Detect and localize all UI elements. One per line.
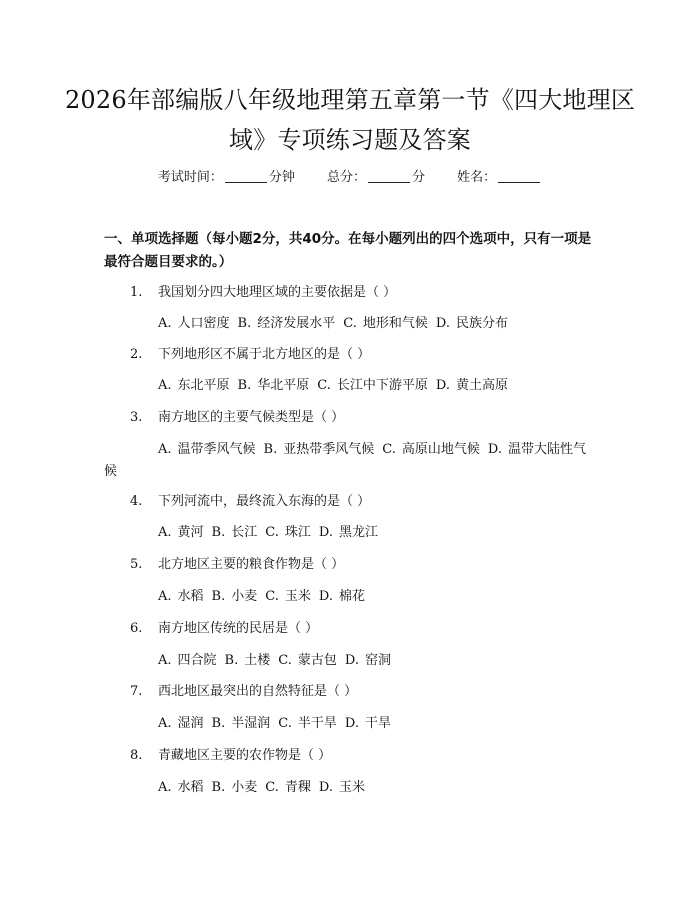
option-letter: D. [318,525,333,540]
total-score-field [327,168,425,188]
question-7 [104,681,624,703]
option-letter: C. [278,653,292,668]
option-text: 土楼 [244,653,271,668]
option-text: 珠江 [284,525,311,540]
option-letter: D. [344,716,359,731]
option-d [319,525,378,540]
section-heading: 一、单项选择题（每小题2分，共40分。在每小题列出的四个选项中，只有一项是最符合题目要求的。） [104,231,592,270]
option-letter: C. [317,378,331,393]
option-text: 半干旱 [297,716,337,731]
question-number: 1. [130,285,143,300]
option-b [238,316,336,331]
option-text: 干旱 [364,716,391,731]
option-b [225,653,271,668]
total-score-blank [368,168,410,183]
question-text: 青藏地区主要的农作物是（ ） [158,748,332,763]
option-letter: B. [237,316,252,331]
option-text: 华北平原 [257,378,310,393]
option-letter: A. [158,589,172,604]
option-letter: C. [265,780,279,795]
option-a [158,378,230,393]
exam-time-label: 考试时间： [157,170,223,185]
option-text: 长江中下游平原 [336,378,428,393]
question-5 [104,554,624,576]
option-letter: C. [265,589,279,604]
option-letter: A. [158,442,172,457]
option-text: 黄河 [177,525,204,540]
option-letter: D. [435,378,450,393]
question-number: 4. [130,494,143,509]
total-score-unit: 分 [412,170,426,185]
option-b [212,589,258,604]
option-d [319,780,365,795]
exam-time-blank [225,168,267,183]
question-7-options [104,713,604,735]
option-text: 黄土高原 [455,378,508,393]
option-text: 青稞 [284,780,311,795]
question-text: 南方地区传统的民居是（ ） [158,621,319,636]
option-text: 棉花 [338,589,365,604]
option-letter: A. [158,316,172,331]
option-c [382,442,480,457]
option-a [158,442,256,457]
question-6 [104,618,624,640]
question-text: 下列地形区不属于北方地区的是（ ） [158,347,371,362]
question-6-options [104,650,604,672]
option-letter: A. [158,378,172,393]
option-a [158,316,230,331]
question-number: 6. [130,621,143,636]
option-b [238,378,310,393]
exam-meta-line [0,168,700,188]
option-letter: B. [211,780,226,795]
option-letter: B. [211,589,226,604]
option-text: 水稻 [177,589,204,604]
option-b [212,525,258,540]
option-a [158,780,204,795]
option-text: 半湿润 [231,716,271,731]
question-4 [104,491,624,513]
question-1-options [104,313,604,335]
question-2-options [104,375,604,397]
question-number: 5. [130,557,143,572]
option-d [436,378,508,393]
option-text: 小麦 [231,780,258,795]
option-text: 高原山地气候 [401,442,480,457]
option-b [212,716,271,731]
option-text: 水稻 [177,780,204,795]
question-text: 我国划分四大地理区域的主要依据是（ ） [158,285,397,300]
question-5-options [104,586,604,608]
option-letter: C. [343,316,357,331]
option-text: 长江 [231,525,258,540]
question-text: 下列河流中，最终流入东海的是（ ） [158,494,371,509]
option-text: 人口密度 [177,316,230,331]
question-8 [104,745,624,767]
question-text: 西北地区最突出的自然特征是（ ） [158,684,358,699]
student-name-label: 姓名： [457,170,497,185]
option-a [158,716,204,731]
option-text: 湿润 [177,716,204,731]
option-letter: A. [158,653,172,668]
student-name-field [457,168,542,188]
option-text: 民族分布 [455,316,508,331]
option-text: 经济发展水平 [257,316,336,331]
option-a [158,653,217,668]
exam-time-field [158,168,295,188]
option-letter: C. [278,716,292,731]
total-score-label: 总分： [326,170,366,185]
question-2 [104,344,624,366]
option-b [264,442,375,457]
question-3-options [104,439,598,483]
option-d [436,316,508,331]
option-a [158,589,204,604]
option-letter: A. [158,780,172,795]
option-text: 亚热带季风气候 [283,442,375,457]
question-number: 3. [130,410,143,425]
option-letter: B. [237,378,252,393]
option-letter: B. [224,653,239,668]
option-c [343,316,428,331]
question-number: 7. [130,684,143,699]
option-letter: B. [211,716,226,731]
option-c [278,653,337,668]
option-letter: D. [344,653,359,668]
question-4-options [104,522,604,544]
option-d [345,716,391,731]
option-text: 温带大陆性气候 [104,442,586,479]
question-number: 2. [130,347,143,362]
option-letter: D. [318,589,333,604]
option-letter: A. [158,525,172,540]
option-letter: D. [435,316,450,331]
option-d [345,653,391,668]
option-text: 窑洞 [364,653,391,668]
option-text: 黑龙江 [338,525,378,540]
question-number: 8. [130,748,143,763]
option-d [319,589,365,604]
question-8-options [104,777,604,799]
option-text: 四合院 [177,653,217,668]
option-c [317,378,428,393]
option-letter: A. [158,716,172,731]
option-text: 地形和气候 [362,316,428,331]
option-letter: B. [211,525,226,540]
option-letter: D. [318,780,333,795]
option-text: 蒙古包 [297,653,337,668]
option-a [158,525,204,540]
option-c [265,589,311,604]
page-title: 2026年部编版八年级地理第五章第一节《四大地理区域》专项练习题及答案 [64,86,636,154]
option-c [278,716,337,731]
option-letter: C. [265,525,279,540]
option-c [265,780,311,795]
student-name-blank [498,168,540,183]
question-1 [104,282,624,304]
option-text: 玉米 [284,589,311,604]
option-text: 温带季风气候 [177,442,256,457]
question-3 [104,407,624,429]
option-letter: B. [263,442,278,457]
option-text: 东北平原 [177,378,230,393]
question-text: 南方地区的主要气候类型是（ ） [158,410,345,425]
question-text: 北方地区主要的粮食作物是（ ） [158,557,345,572]
option-letter: C. [382,442,396,457]
option-b [212,780,258,795]
option-text: 玉米 [338,780,365,795]
exam-time-unit: 分钟 [268,170,295,185]
option-c [265,525,311,540]
option-text: 小麦 [231,589,258,604]
option-letter: D. [487,442,502,457]
